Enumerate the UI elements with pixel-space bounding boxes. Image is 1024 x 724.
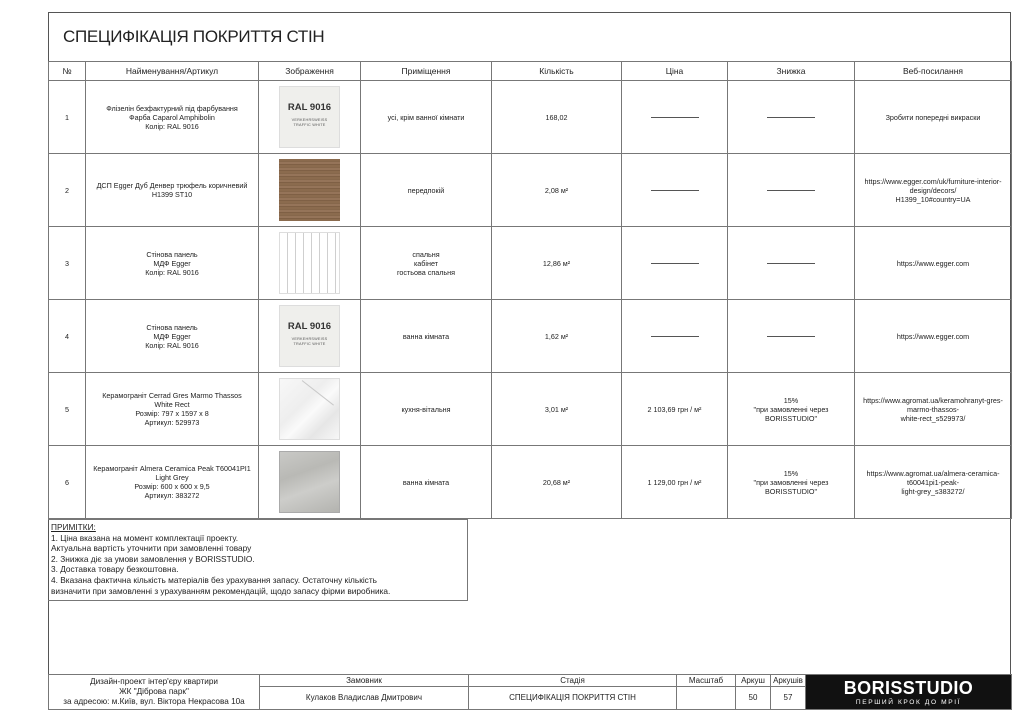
- dash-line: [651, 336, 699, 337]
- wall-panel-swatch: [279, 232, 340, 294]
- row-number: 6: [49, 446, 86, 519]
- item-price-empty: [622, 154, 728, 227]
- item-price-empty: [622, 81, 728, 154]
- item-room: передпокій: [361, 154, 492, 227]
- item-quantity: 168,02: [492, 81, 622, 154]
- item-web-link: Зробити попередні викраски: [855, 81, 1012, 154]
- header-num: №: [49, 62, 86, 81]
- logo-name: BORISSTUDIO: [843, 678, 974, 698]
- studio-logo: [806, 675, 1012, 710]
- spec-table: [48, 61, 1012, 519]
- table-row: [49, 373, 1012, 446]
- item-web-link[interactable]: https://www.egger.com: [855, 300, 1012, 373]
- header-discount: Знижка: [728, 62, 855, 81]
- item-discount-empty: [728, 300, 855, 373]
- ral-color-swatch: [279, 86, 340, 148]
- item-image-cell: [259, 373, 361, 446]
- page-title: СПЕЦИФІКАЦІЯ ПОКРИТТЯ СТІН: [63, 27, 325, 46]
- ral-sublabel: VERKEHRSWEISS TRAFFIC WHITE: [291, 337, 328, 346]
- item-quantity: 2,08 м²: [492, 154, 622, 227]
- title-block: [48, 674, 1012, 710]
- stage-value: СПЕЦИФІКАЦІЯ ПОКРИТТЯ СТІН: [469, 687, 677, 710]
- project-description: Дизайн-проект інтер'єру квартири ЖК "Діброва парк" за адресою: м.Київ, вул. Віктора Некрасова 10а: [49, 675, 260, 710]
- sheets-value: 57: [771, 687, 806, 710]
- item-room: ванна кімната: [361, 300, 492, 373]
- white-marble-swatch: [279, 378, 340, 440]
- item-image-cell: [259, 300, 361, 373]
- dash-line: [767, 336, 815, 337]
- item-price: 2 103,69 грн / м²: [622, 373, 728, 446]
- table-header-row: [49, 62, 1012, 81]
- notes-title: ПРИМІТКИ:: [51, 522, 96, 532]
- table-row: [49, 227, 1012, 300]
- item-name: Флізелін безфактурний під фарбування Фарба Caparol Amphibolin Колір: RAL 9016: [86, 81, 259, 154]
- table-row: [49, 446, 1012, 519]
- scale-label: Масштаб: [677, 675, 736, 687]
- row-number: 1: [49, 81, 86, 154]
- row-number: 4: [49, 300, 86, 373]
- header-qty: Кількість: [492, 62, 622, 81]
- header-link: Веб-посилання: [855, 62, 1012, 81]
- item-discount-empty: [728, 81, 855, 154]
- item-quantity: 20,68 м²: [492, 446, 622, 519]
- item-discount: 15% "при замовленні через BORISSTUDIO": [728, 373, 855, 446]
- logo-tagline: ПЕРШИЙ КРОК ДО МРІЇ: [855, 699, 962, 706]
- sheet-label: Аркуш: [736, 675, 771, 687]
- table-row: [49, 81, 1012, 154]
- customer-label: Замовник: [260, 675, 469, 687]
- grey-marble-swatch: [279, 451, 340, 513]
- item-name: ДСП Egger Дуб Денвер трюфель коричневий H1399 ST10: [86, 154, 259, 227]
- notes-block: [48, 519, 468, 601]
- item-discount: 15% "при замовленні через BORISSTUDIO": [728, 446, 855, 519]
- item-web-link[interactable]: https://www.egger.com/uk/furniture-interior-design/decors/ H1399_10#country=UA: [855, 154, 1012, 227]
- dash-line: [767, 117, 815, 118]
- ral-sublabel: VERKEHRSWEISS TRAFFIC WHITE: [291, 118, 328, 127]
- item-web-link[interactable]: https://www.agromat.ua/keramohranyt-gres-marmo-thassos- white-rect_s529973/: [855, 373, 1012, 446]
- item-quantity: 12,86 м²: [492, 227, 622, 300]
- item-name: Стінова панель МДФ Egger Колір: RAL 9016: [86, 300, 259, 373]
- item-quantity: 3,01 м²: [492, 373, 622, 446]
- dash-line: [651, 263, 699, 264]
- item-image-cell: [259, 154, 361, 227]
- dash-line: [651, 117, 699, 118]
- row-number: 5: [49, 373, 86, 446]
- dash-line: [767, 263, 815, 264]
- note-line: 4. Вказана фактична кількість матеріалів без урахування запасу. Остаточну кількість: [51, 574, 377, 585]
- header-image: Зображення: [259, 62, 361, 81]
- table-row: [49, 300, 1012, 373]
- ral-label: RAL 9016: [287, 102, 332, 113]
- item-name: Стінова панель МДФ Egger Колір: RAL 9016: [86, 227, 259, 300]
- item-room: спальня кабінет гостьова спальня: [361, 227, 492, 300]
- header-name: Найменування/Артикул: [86, 62, 259, 81]
- item-web-link[interactable]: https://www.egger.com: [855, 227, 1012, 300]
- note-line: Актуальна вартість уточнити при замовленні товару: [51, 543, 252, 554]
- oak-texture-swatch: [279, 159, 340, 221]
- item-image-cell: [259, 446, 361, 519]
- item-quantity: 1,62 м²: [492, 300, 622, 373]
- item-web-link[interactable]: https://www.agromat.ua/almera-ceramica-t60041pi1-peak- light-grey_s383272/: [855, 446, 1012, 519]
- header-price: Ціна: [622, 62, 728, 81]
- item-name: Керамограніт Almera Ceramica Peak T60041PI1 Light Grey Розмір: 600 x 600 x 9,5 Артикул: 383272: [86, 446, 259, 519]
- note-line: визначити при замовленні з урахуванням рекомендацій, щодо запасу фірми виробника.: [51, 585, 391, 596]
- item-discount-empty: [728, 227, 855, 300]
- ral-label: RAL 9016: [287, 321, 332, 332]
- item-price-empty: [622, 227, 728, 300]
- table-row: [49, 154, 1012, 227]
- item-room: усі, крім ванної кімнати: [361, 81, 492, 154]
- row-number: 2: [49, 154, 86, 227]
- customer-name: Кулаков Владислав Дмитрович: [260, 687, 469, 710]
- sheets-label: Аркушів: [771, 675, 806, 687]
- item-price: 1 129,00 грн / м²: [622, 446, 728, 519]
- scale-value: [677, 687, 736, 710]
- item-room: ванна кімната: [361, 446, 492, 519]
- item-discount-empty: [728, 154, 855, 227]
- item-name: Керамограніт Cerrad Gres Marmo Thassos White Rect Розмір: 797 x 1597 x 8 Артикул: 529973: [86, 373, 259, 446]
- item-image-cell: [259, 81, 361, 154]
- row-number: 3: [49, 227, 86, 300]
- dash-line: [767, 190, 815, 191]
- header-room: Приміщення: [361, 62, 492, 81]
- item-room: кухня-вітальня: [361, 373, 492, 446]
- note-line: 2. Знижка діє за умови замовлення у BORISSTUDIO.: [51, 553, 255, 564]
- note-line: 1. Ціна вказана на момент комплектації проекту.: [51, 532, 239, 543]
- sheet-value: 50: [736, 687, 771, 710]
- item-price-empty: [622, 300, 728, 373]
- dash-line: [651, 190, 699, 191]
- stage-label: Стадія: [469, 675, 677, 687]
- note-line: 3. Доставка товару безкоштовна.: [51, 564, 179, 575]
- ral-color-swatch: [279, 305, 340, 367]
- item-image-cell: [259, 227, 361, 300]
